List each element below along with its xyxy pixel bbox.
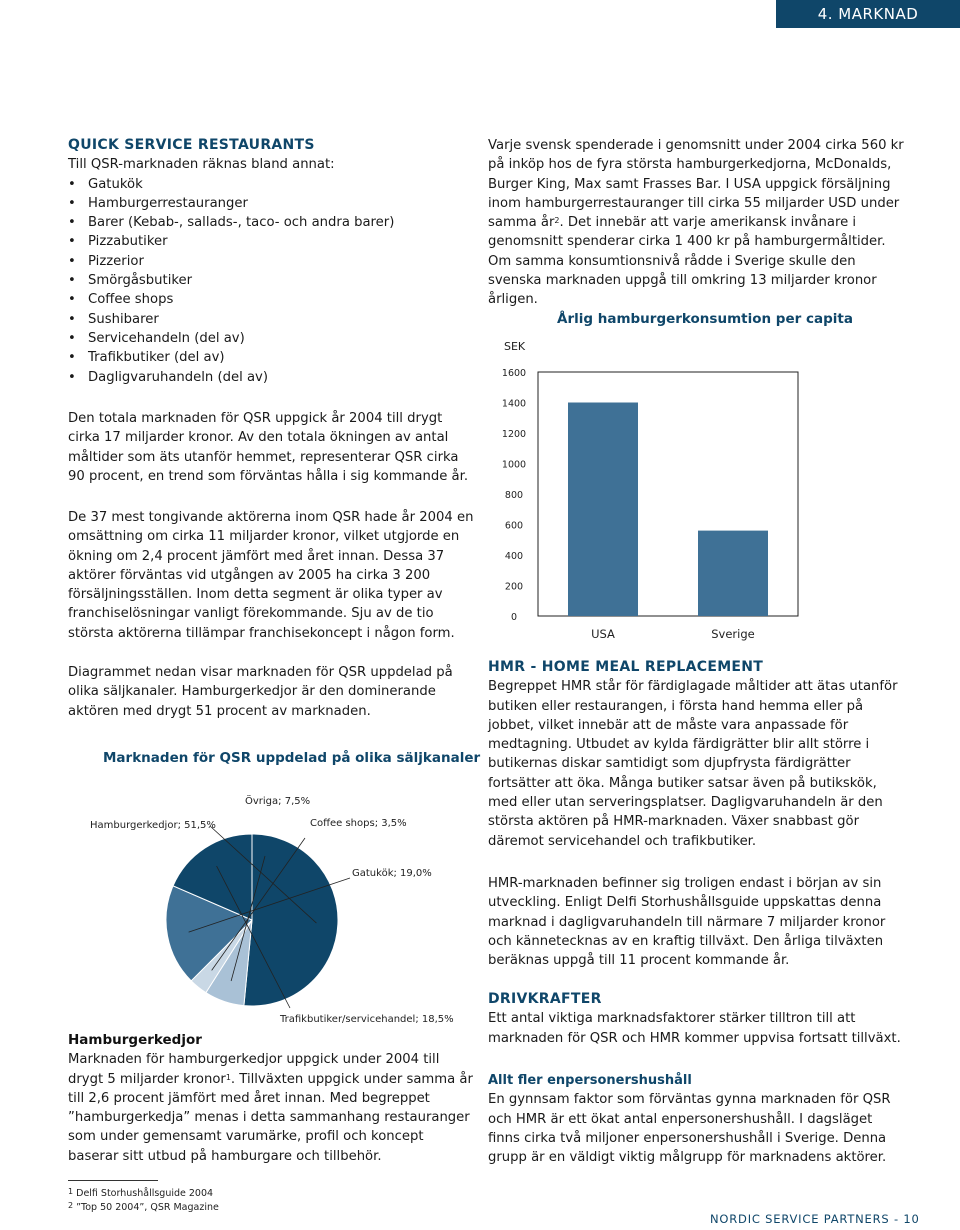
qsr-list-item: • Hamburgerrestauranger (68, 194, 478, 213)
qsr-list-item: • Dagligvaruhandeln (del av) (68, 368, 478, 387)
bar-chart (488, 330, 808, 650)
pie-slice-hamburgerkedjor (244, 834, 338, 1006)
hmr-p1: Begreppet HMR står för färdiglagade måltider att ätas utanför butiken eller restaurangen, i första hand hemma eller på jobbet, vilket innebär att de måste vara anpassade för medtagning. Utbudet av kylda färdigrätter blir allt större i butikernas diskar samtidigt som djupfrysta färdigrätter fortsätter att öka. Många butiker satsar även på butikskök, med eller utan serveringsplatser. Dagligvaruhandeln är den största aktören på HMR-marknaden. Växer snabbast gör däremot servicehandel och trafikbutiker. (488, 679, 898, 849)
qsr-list-item: • Gatukök (68, 175, 478, 194)
qsr-paragraph-3 (68, 663, 478, 721)
right-intro-text: Varje svensk spenderade i genomsnitt under 2004 cirka 560 kr på inköp hos de fyra största hamburgerkedjorna, McDonalds, Burger King, Max samt Frasses Bar. I USA uppgick försäljning inom hamburgerrestauranger till cirka 55 miljarder USD under samma $år^2$. Det innebär att varje amerikansk invånare i genomsnitt spenderar cirka 1 400 kr på hamburgermåltider. Om samma konsumtionsnivå rådde i Sverige skulle den svenska marknaden uppgå till omkring 13 miljarder kronor årligen. (488, 138, 904, 308)
qsr-list-item: • Trafikbutiker (del av) (68, 348, 478, 367)
bar-category-label: USA (591, 627, 615, 641)
qsr-list (68, 175, 478, 387)
bar-sverige (698, 531, 768, 616)
hamburger-heading: Hamburgerkedjor (68, 1032, 202, 1048)
right-intro (488, 136, 908, 310)
qsr-list-item: • Pizzabutiker (68, 232, 478, 251)
qsr-intro: Till QSR-marknaden räknas bland annat: (68, 157, 335, 173)
qsr-p1: Den totala marknaden för QSR uppgick år 2004 till drygt cirka 17 miljarder kronor. Av den totala ökningen av antal måltider som äts utanför hemmet, representerar QSR cirka 90 procent, en trend som förväntas hålla i sig kommande år. (68, 411, 469, 484)
qsr-paragraph-1 (68, 409, 478, 486)
qsr-list-item: • Sushibarer (68, 310, 478, 329)
hamburger-section (68, 1031, 478, 1166)
bar-category-label: Sverige (711, 627, 755, 641)
bar-y-tick-label: 400 (504, 551, 524, 562)
enperson-section (488, 1071, 908, 1167)
hmr-paragraph-2 (488, 874, 908, 970)
drivkrafter-section (488, 990, 908, 1048)
hamburger-text: Marknaden för hamburgerkedjor uppgick under 2004 till drygt 5 miljarder kronor$^1$. Tillväxten uppgick under samma år till 2,6 procent jämfört med året innan. Med begreppet ”hamburgerkedja” menas i detta sammanhang restauranger som under gemensamt varumärke, profil och koncept baserar sitt utbud på hamburgare och tillbehör. (68, 1052, 473, 1164)
pie-label: Coffee shops; 3,5% (310, 818, 407, 829)
qsr-list-item: • Coffee shops (68, 290, 478, 309)
qsr-paragraph-2 (68, 508, 478, 643)
qsr-heading: QUICK SERVICE RESTAURANTS (68, 137, 315, 153)
bar-y-tick-label: 1000 (501, 459, 527, 471)
pie-label: Gatukök; 19,0% (352, 868, 432, 879)
qsr-p3: Diagrammet nedan visar marknaden för QSR uppdelad på olika säljkanaler. Hamburgerkedjor är den dominerande aktören med drygt 51 procent av marknaden. (68, 665, 453, 719)
pie-chart (60, 780, 480, 1030)
qsr-section (68, 136, 478, 387)
qsr-list-item: • Pizzerior (68, 252, 478, 271)
drivkrafter-p1: Ett antal viktiga marknadsfaktorer stärker tilltron till att marknaden för QSR och HMR kommer uppvisa fortsatt tillväxt. (488, 1011, 901, 1046)
bar-y-tick-label: 200 (504, 581, 524, 593)
bar-y-tick-label: 1200 (501, 429, 527, 440)
footnote-1: $^1$ Delfi Storhushållsguide 2004 (68, 1187, 214, 1199)
bar-y-tick-label: 600 (504, 520, 524, 532)
drivkrafter-heading: DRIVKRAFTER (488, 991, 602, 1007)
enperson-heading: Allt fler enpersonershushåll (488, 1073, 692, 1088)
drivkrafter-p2: En gynnsam faktor som förväntas gynna marknaden för QSR och HMR är ett ökat antal enpersonershushåll. I dagsläget finns cirka två miljoner enpersonershushåll i Sverige. Denna grupp är en väldigt viktig målgrupp för marknadens aktörer. (488, 1092, 891, 1166)
pie-label: Trafikbutiker/servicehandel; 18,5% (280, 1014, 454, 1025)
footnote-2: $^2$ ”Top 50 2004”, QSR Magazine (68, 1201, 219, 1213)
footnote-divider (68, 1180, 158, 1181)
bar-y-axis-label: SEK (504, 340, 526, 353)
page-footer: NORDIC SERVICE PARTNERS - 10 (710, 1212, 920, 1226)
bar-y-tick-label: 0 (510, 612, 518, 623)
bar-y-tick-label: 1400 (501, 398, 527, 410)
bar-usa (568, 403, 638, 617)
hmr-section (488, 658, 908, 851)
bar-y-tick-label: 800 (504, 490, 524, 501)
pie-chart-title: Marknaden för QSR uppdelad på olika säljkanaler (103, 750, 481, 766)
qsr-p2: De 37 mest tongivande aktörerna inom QSR hade år 2004 en omsättning om cirka 11 miljarder kronor, vilket utgjorde en ökning om 2,4 procent jämfört med året innan. Dessa 37 aktörer förväntas vid utgången av 2005 ha cirka 3 200 försäljningsställen. Inom detta segment är olika typer av franchiselösningar vanligt förekommande. Sju av de tio största aktörerna tillämpar franchisekoncept i någon form. (68, 510, 474, 641)
pie-label: Hamburgerkedjor; 51,5% (90, 820, 216, 831)
qsr-list-item: • Barer (Kebab-, sallads-, taco- och andra barer) (68, 213, 478, 232)
hmr-p2: HMR-marknaden befinner sig troligen endast i början av sin utveckling. Enligt Delfi Storhushållsguide uppskattas denna marknad i dagligvaruhandeln till närmare 7 miljarder kronor och kännetecknas av en kraftig tillväxt. Den årliga tilväxten beräknas uppgå till 11 procent kommande år. (488, 876, 886, 969)
qsr-list-item: • Smörgåsbutiker (68, 271, 478, 290)
bar-y-tick-label: 1600 (501, 368, 527, 379)
pie-label: Övriga; 7,5% (245, 796, 311, 807)
bar-chart-title: Årlig hamburgerkonsumtion per capita (557, 311, 853, 327)
hmr-heading: HMR - HOME MEAL REPLACEMENT (488, 659, 764, 675)
qsr-list-item: • Servicehandeln (del av) (68, 329, 478, 348)
section-tab: 4. MARKNAD (776, 0, 960, 28)
